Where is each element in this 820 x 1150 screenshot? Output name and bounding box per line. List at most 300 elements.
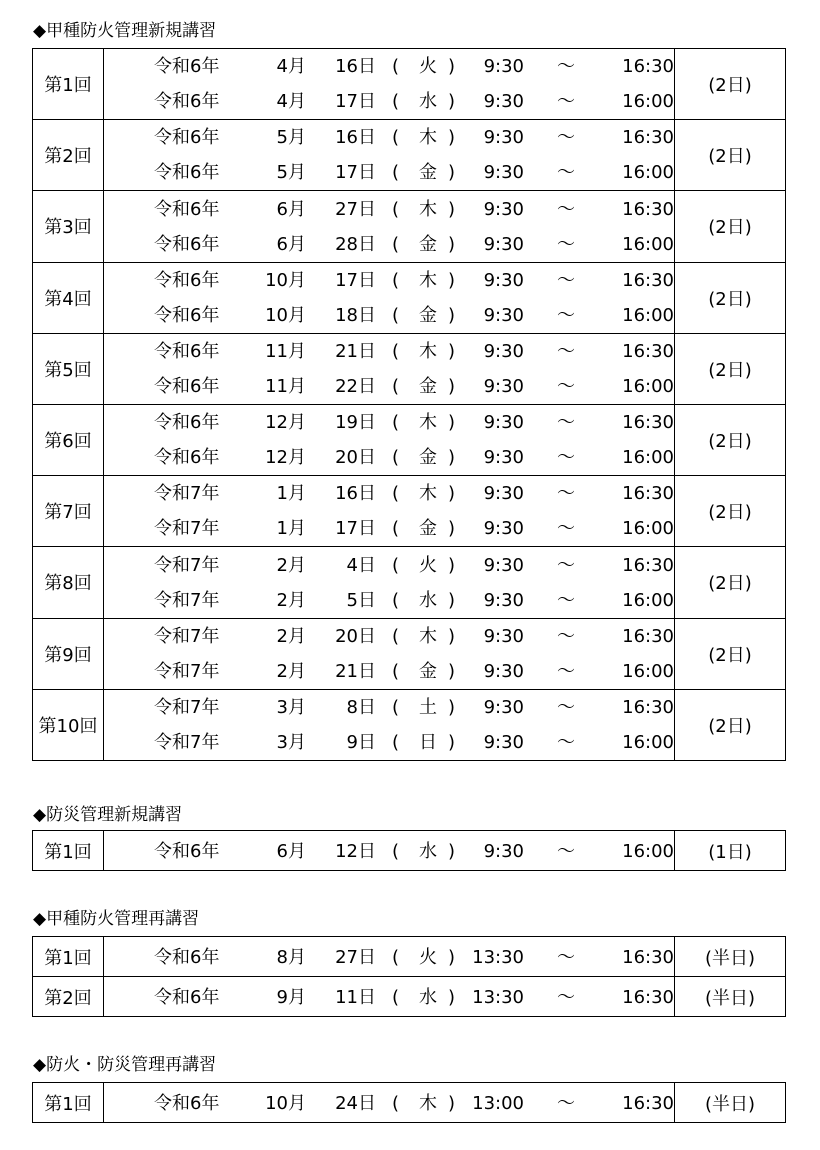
open-paren: ( — [392, 483, 400, 505]
session-number: 第4回 — [33, 262, 104, 333]
day: 16日 — [335, 483, 376, 505]
day: 22日 — [335, 375, 376, 397]
session-number: 第9回 — [33, 618, 104, 689]
weekday: 木 — [419, 483, 437, 505]
end-time: 16:00 — [622, 91, 674, 113]
weekday: 金 — [419, 233, 437, 255]
start-time: 9:30 — [483, 840, 524, 862]
end-time: 16:30 — [622, 56, 674, 78]
month: 6月 — [276, 840, 306, 862]
weekday: 水 — [419, 589, 437, 611]
era-year: 令和7年 — [154, 483, 220, 505]
start-time: 9:30 — [483, 127, 524, 149]
start-time: 9:30 — [483, 304, 524, 326]
session-row — [33, 49, 786, 120]
close-paren: ) — [448, 233, 456, 255]
weekday: 木 — [419, 340, 437, 362]
start-time: 9:30 — [483, 56, 524, 78]
start-time: 9:30 — [483, 589, 524, 611]
session-row — [33, 262, 786, 333]
open-paren: ( — [392, 91, 400, 113]
era-year: 令和7年 — [154, 589, 220, 611]
weekday: 日 — [419, 731, 437, 753]
open-paren: ( — [392, 340, 400, 362]
end-time: 16:00 — [622, 660, 674, 682]
session-duration: (2日) — [675, 618, 786, 689]
day: 18日 — [335, 304, 376, 326]
close-paren: ) — [448, 304, 456, 326]
open-paren: ( — [392, 304, 400, 326]
era-year: 令和7年 — [154, 554, 220, 576]
session-dates — [104, 618, 675, 689]
weekday: 木 — [419, 127, 437, 149]
era-year: 令和6年 — [154, 986, 220, 1008]
open-paren: ( — [392, 375, 400, 397]
day: 19日 — [335, 412, 376, 434]
era-year: 令和6年 — [154, 162, 220, 184]
weekday: 火 — [419, 554, 437, 576]
weekday: 火 — [419, 946, 437, 968]
end-time: 16:30 — [622, 340, 674, 362]
close-paren: ) — [448, 731, 456, 753]
era-year: 令和7年 — [154, 625, 220, 647]
end-time: 16:00 — [622, 304, 674, 326]
close-paren: ) — [448, 1092, 456, 1114]
start-time: 9:30 — [483, 731, 524, 753]
range-tilde: 〜 — [557, 340, 575, 362]
range-tilde: 〜 — [557, 198, 575, 220]
date-line — [104, 690, 674, 725]
date-line — [104, 369, 674, 404]
session-row — [33, 476, 786, 547]
end-time: 16:30 — [622, 696, 674, 718]
start-time: 9:30 — [483, 447, 524, 469]
session-dates — [104, 262, 675, 333]
weekday: 金 — [419, 304, 437, 326]
range-tilde: 〜 — [557, 554, 575, 576]
schedule-table — [32, 48, 786, 761]
date-line — [104, 476, 674, 511]
month: 10月 — [265, 1092, 306, 1114]
range-tilde: 〜 — [557, 946, 575, 968]
day: 5日 — [346, 589, 376, 611]
start-time: 9:30 — [483, 483, 524, 505]
close-paren: ) — [448, 56, 456, 78]
session-duration: (2日) — [675, 404, 786, 475]
open-paren: ( — [392, 696, 400, 718]
month: 10月 — [265, 304, 306, 326]
range-tilde: 〜 — [557, 91, 575, 113]
day: 17日 — [335, 518, 376, 540]
date-line — [104, 834, 674, 869]
day: 24日 — [335, 1092, 376, 1114]
session-dates — [104, 120, 675, 191]
start-time: 9:30 — [483, 518, 524, 540]
weekday: 木 — [419, 412, 437, 434]
close-paren: ) — [448, 340, 456, 362]
weekday: 金 — [419, 518, 437, 540]
open-paren: ( — [392, 589, 400, 611]
close-paren: ) — [448, 162, 456, 184]
session-row — [33, 333, 786, 404]
start-time: 9:30 — [483, 162, 524, 184]
end-time: 16:00 — [622, 233, 674, 255]
era-year: 令和6年 — [154, 269, 220, 291]
era-year: 令和6年 — [154, 447, 220, 469]
month: 3月 — [276, 696, 306, 718]
month: 12月 — [265, 412, 306, 434]
close-paren: ) — [448, 986, 456, 1008]
session-number: 第1回 — [33, 1083, 104, 1123]
month: 2月 — [276, 625, 306, 647]
open-paren: ( — [392, 840, 400, 862]
range-tilde: 〜 — [557, 375, 575, 397]
era-year: 令和6年 — [154, 1092, 220, 1114]
section-heading: ◆甲種防火管理新規講習 — [33, 21, 217, 41]
close-paren: ) — [448, 518, 456, 540]
start-time: 9:30 — [483, 91, 524, 113]
session-dates — [104, 333, 675, 404]
open-paren: ( — [392, 127, 400, 149]
open-paren: ( — [392, 660, 400, 682]
close-paren: ) — [448, 589, 456, 611]
session-duration: (2日) — [675, 476, 786, 547]
range-tilde: 〜 — [557, 518, 575, 540]
range-tilde: 〜 — [557, 660, 575, 682]
era-year: 令和6年 — [154, 304, 220, 326]
session-row — [33, 1083, 786, 1123]
session-row — [33, 618, 786, 689]
open-paren: ( — [392, 1092, 400, 1114]
era-year: 令和6年 — [154, 127, 220, 149]
session-duration: (1日) — [675, 831, 786, 871]
start-time: 9:30 — [483, 625, 524, 647]
day: 17日 — [335, 269, 376, 291]
session-number: 第2回 — [33, 120, 104, 191]
session-dates — [104, 937, 675, 977]
session-dates — [104, 689, 675, 760]
session-row — [33, 120, 786, 191]
start-time: 9:30 — [483, 554, 524, 576]
era-year: 令和6年 — [154, 946, 220, 968]
start-time: 9:30 — [483, 340, 524, 362]
section-heading: ◆防火・防災管理再講習 — [33, 1055, 217, 1075]
day: 27日 — [335, 946, 376, 968]
session-row — [33, 977, 786, 1017]
session-row — [33, 547, 786, 618]
date-line — [104, 654, 674, 689]
date-line — [104, 725, 674, 760]
session-dates — [104, 977, 675, 1017]
session-number: 第6回 — [33, 404, 104, 475]
start-time: 13:00 — [472, 1092, 524, 1114]
session-duration: (2日) — [675, 262, 786, 333]
weekday: 水 — [419, 986, 437, 1008]
weekday: 水 — [419, 91, 437, 113]
era-year: 令和6年 — [154, 198, 220, 220]
close-paren: ) — [448, 554, 456, 576]
month: 6月 — [276, 198, 306, 220]
month: 2月 — [276, 554, 306, 576]
open-paren: ( — [392, 412, 400, 434]
end-time: 16:30 — [622, 1092, 674, 1114]
session-number: 第1回 — [33, 937, 104, 977]
session-number: 第2回 — [33, 977, 104, 1017]
session-number: 第1回 — [33, 831, 104, 871]
range-tilde: 〜 — [557, 269, 575, 291]
weekday: 木 — [419, 1092, 437, 1114]
session-duration: (半日) — [675, 977, 786, 1017]
open-paren: ( — [392, 625, 400, 647]
close-paren: ) — [448, 946, 456, 968]
open-paren: ( — [392, 518, 400, 540]
start-time: 9:30 — [483, 412, 524, 434]
session-duration: (2日) — [675, 547, 786, 618]
day: 8日 — [346, 696, 376, 718]
session-number: 第5回 — [33, 333, 104, 404]
range-tilde: 〜 — [557, 304, 575, 326]
start-time: 9:30 — [483, 375, 524, 397]
day: 9日 — [346, 731, 376, 753]
month: 9月 — [276, 986, 306, 1008]
date-line — [104, 84, 674, 119]
open-paren: ( — [392, 447, 400, 469]
weekday: 木 — [419, 269, 437, 291]
date-line — [104, 49, 674, 84]
weekday: 金 — [419, 162, 437, 184]
day: 12日 — [335, 840, 376, 862]
open-paren: ( — [392, 198, 400, 220]
open-paren: ( — [392, 554, 400, 576]
era-year: 令和6年 — [154, 56, 220, 78]
range-tilde: 〜 — [557, 840, 575, 862]
open-paren: ( — [392, 946, 400, 968]
end-time: 16:00 — [622, 162, 674, 184]
session-row — [33, 191, 786, 262]
start-time: 9:30 — [483, 233, 524, 255]
month: 11月 — [265, 375, 306, 397]
range-tilde: 〜 — [557, 56, 575, 78]
end-time: 16:00 — [622, 375, 674, 397]
open-paren: ( — [392, 56, 400, 78]
session-duration: (2日) — [675, 333, 786, 404]
open-paren: ( — [392, 986, 400, 1008]
range-tilde: 〜 — [557, 696, 575, 718]
range-tilde: 〜 — [557, 483, 575, 505]
end-time: 16:30 — [622, 412, 674, 434]
weekday: 金 — [419, 375, 437, 397]
month: 11月 — [265, 340, 306, 362]
range-tilde: 〜 — [557, 589, 575, 611]
weekday: 木 — [419, 198, 437, 220]
close-paren: ) — [448, 660, 456, 682]
close-paren: ) — [448, 269, 456, 291]
session-number: 第8回 — [33, 547, 104, 618]
session-duration: (2日) — [675, 689, 786, 760]
month: 4月 — [276, 91, 306, 113]
schedule-table — [32, 1082, 786, 1123]
date-line — [104, 440, 674, 475]
date-line — [104, 120, 674, 155]
weekday: 金 — [419, 447, 437, 469]
open-paren: ( — [392, 162, 400, 184]
date-line — [104, 263, 674, 298]
end-time: 16:00 — [622, 518, 674, 540]
end-time: 16:30 — [622, 625, 674, 647]
start-time: 9:30 — [483, 696, 524, 718]
day: 4日 — [346, 554, 376, 576]
date-line — [104, 511, 674, 546]
month: 4月 — [276, 56, 306, 78]
end-time: 16:30 — [622, 554, 674, 576]
month: 5月 — [276, 127, 306, 149]
section-heading: ◆防災管理新規講習 — [33, 805, 183, 825]
close-paren: ) — [448, 696, 456, 718]
month: 3月 — [276, 731, 306, 753]
session-dates — [104, 476, 675, 547]
weekday: 水 — [419, 840, 437, 862]
day: 16日 — [335, 56, 376, 78]
end-time: 16:30 — [622, 946, 674, 968]
end-time: 16:30 — [622, 198, 674, 220]
range-tilde: 〜 — [557, 986, 575, 1008]
era-year: 令和6年 — [154, 233, 220, 255]
day: 21日 — [335, 340, 376, 362]
month: 5月 — [276, 162, 306, 184]
month: 2月 — [276, 589, 306, 611]
end-time: 16:00 — [622, 840, 674, 862]
weekday: 火 — [419, 56, 437, 78]
era-year: 令和6年 — [154, 375, 220, 397]
date-line — [104, 405, 674, 440]
session-duration: (半日) — [675, 1083, 786, 1123]
date-line — [104, 1086, 674, 1121]
close-paren: ) — [448, 91, 456, 113]
close-paren: ) — [448, 412, 456, 434]
session-duration: (半日) — [675, 937, 786, 977]
weekday: 金 — [419, 660, 437, 682]
range-tilde: 〜 — [557, 1092, 575, 1114]
era-year: 令和6年 — [154, 840, 220, 862]
date-line — [104, 548, 674, 583]
close-paren: ) — [448, 483, 456, 505]
session-duration: (2日) — [675, 49, 786, 120]
range-tilde: 〜 — [557, 127, 575, 149]
end-time: 16:00 — [622, 447, 674, 469]
range-tilde: 〜 — [557, 447, 575, 469]
day: 11日 — [335, 986, 376, 1008]
session-dates — [104, 191, 675, 262]
start-time: 9:30 — [483, 660, 524, 682]
date-line — [104, 298, 674, 333]
month: 2月 — [276, 660, 306, 682]
date-line — [104, 334, 674, 369]
era-year: 令和7年 — [154, 660, 220, 682]
session-number: 第7回 — [33, 476, 104, 547]
era-year: 令和7年 — [154, 518, 220, 540]
date-line — [104, 980, 674, 1015]
session-dates — [104, 831, 675, 871]
open-paren: ( — [392, 233, 400, 255]
session-number: 第10回 — [33, 689, 104, 760]
range-tilde: 〜 — [557, 412, 575, 434]
close-paren: ) — [448, 198, 456, 220]
section-heading: ◆甲種防火管理再講習 — [33, 909, 200, 929]
day: 20日 — [335, 447, 376, 469]
month: 6月 — [276, 233, 306, 255]
day: 17日 — [335, 162, 376, 184]
schedule-table — [32, 936, 786, 1017]
day: 16日 — [335, 127, 376, 149]
date-line — [104, 583, 674, 618]
era-year: 令和7年 — [154, 731, 220, 753]
era-year: 令和6年 — [154, 91, 220, 113]
start-time: 13:30 — [472, 986, 524, 1008]
session-duration: (2日) — [675, 191, 786, 262]
era-year: 令和6年 — [154, 412, 220, 434]
close-paren: ) — [448, 625, 456, 647]
month: 1月 — [276, 518, 306, 540]
open-paren: ( — [392, 269, 400, 291]
date-line — [104, 940, 674, 975]
day: 17日 — [335, 91, 376, 113]
range-tilde: 〜 — [557, 162, 575, 184]
day: 27日 — [335, 198, 376, 220]
weekday: 土 — [419, 696, 437, 718]
date-line — [104, 227, 674, 262]
range-tilde: 〜 — [557, 233, 575, 255]
day: 21日 — [335, 660, 376, 682]
session-dates — [104, 547, 675, 618]
end-time: 16:00 — [622, 589, 674, 611]
session-row — [33, 404, 786, 475]
end-time: 16:30 — [622, 269, 674, 291]
start-time: 13:30 — [472, 946, 524, 968]
session-number: 第1回 — [33, 49, 104, 120]
close-paren: ) — [448, 840, 456, 862]
range-tilde: 〜 — [557, 731, 575, 753]
month: 1月 — [276, 483, 306, 505]
session-row — [33, 831, 786, 871]
close-paren: ) — [448, 447, 456, 469]
month: 10月 — [265, 269, 306, 291]
session-duration: (2日) — [675, 120, 786, 191]
range-tilde: 〜 — [557, 625, 575, 647]
month: 8月 — [276, 946, 306, 968]
day: 28日 — [335, 233, 376, 255]
end-time: 16:30 — [622, 127, 674, 149]
start-time: 9:30 — [483, 269, 524, 291]
era-year: 令和6年 — [154, 340, 220, 362]
open-paren: ( — [392, 731, 400, 753]
end-time: 16:30 — [622, 986, 674, 1008]
date-line — [104, 155, 674, 190]
date-line — [104, 619, 674, 654]
schedule-table — [32, 830, 786, 871]
close-paren: ) — [448, 375, 456, 397]
date-line — [104, 192, 674, 227]
session-dates — [104, 49, 675, 120]
era-year: 令和7年 — [154, 696, 220, 718]
day: 20日 — [335, 625, 376, 647]
session-dates — [104, 1083, 675, 1123]
month: 12月 — [265, 447, 306, 469]
weekday: 木 — [419, 625, 437, 647]
session-row — [33, 937, 786, 977]
session-row — [33, 689, 786, 760]
session-dates — [104, 404, 675, 475]
close-paren: ) — [448, 127, 456, 149]
